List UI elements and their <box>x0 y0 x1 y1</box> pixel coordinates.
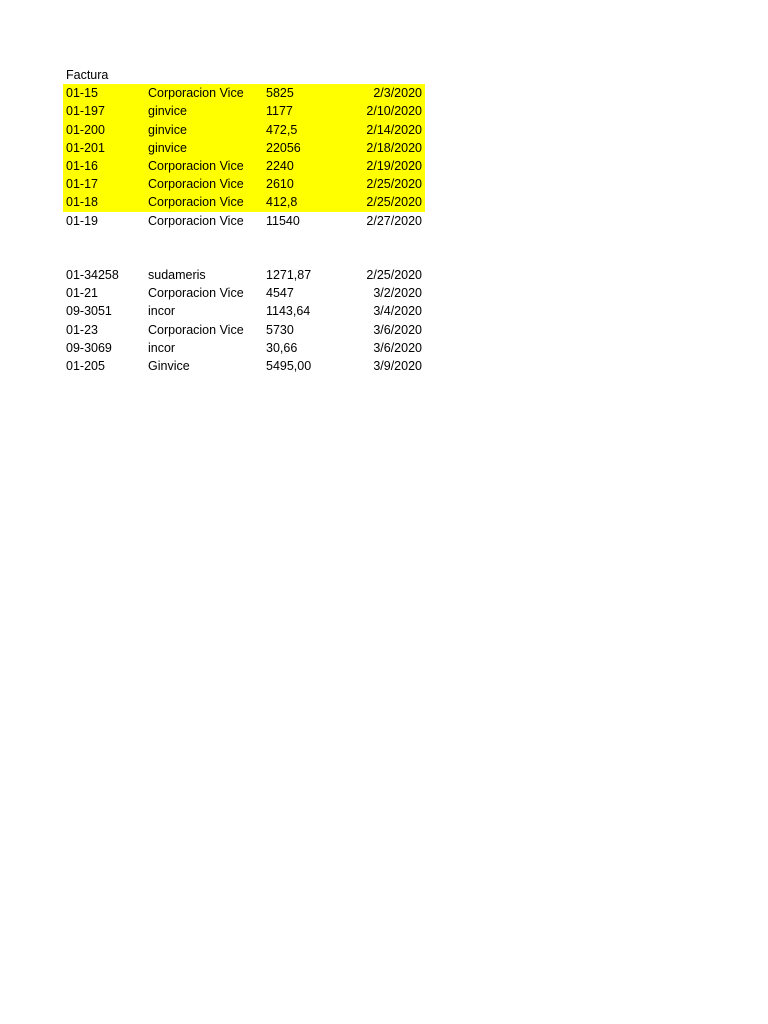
date-cell[interactable]: 2/3/2020 <box>373 86 422 101</box>
amount-cell[interactable]: 5495,00 <box>266 359 312 374</box>
amount-cell[interactable]: 1271,87 <box>266 268 312 283</box>
spreadsheet <box>63 66 425 375</box>
date-cell[interactable]: 2/18/2020 <box>366 140 422 155</box>
invoice-cell[interactable]: 01-34258 <box>66 268 119 283</box>
invoice-cell[interactable]: 01-23 <box>66 322 98 337</box>
invoice-cell[interactable]: 09-3051 <box>66 304 112 319</box>
invoice-cell[interactable]: 01-19 <box>66 213 98 228</box>
invoice-cell[interactable]: 01-200 <box>66 122 105 137</box>
empty-rows <box>63 230 425 266</box>
amount-cell[interactable]: 2610 <box>266 177 294 192</box>
amount-cell[interactable]: 2240 <box>266 158 294 173</box>
client-cell[interactable]: Corporacion Vice <box>148 286 244 301</box>
date-cell[interactable]: 2/25/2020 <box>366 177 422 192</box>
date-cell[interactable]: 3/4/2020 <box>373 304 422 319</box>
table-row <box>63 139 425 157</box>
client-cell[interactable]: Corporacion Vice <box>148 195 244 210</box>
amount-cell[interactable]: 412,8 <box>266 195 298 210</box>
client-cell[interactable]: sudameris <box>148 268 206 283</box>
client-cell[interactable]: Corporacion Vice <box>148 177 244 192</box>
client-cell[interactable]: ginvice <box>148 140 187 155</box>
amount-cell[interactable]: 5730 <box>266 322 294 337</box>
table-row <box>63 284 425 302</box>
client-cell[interactable]: Corporacion Vice <box>148 322 244 337</box>
date-cell[interactable]: 2/10/2020 <box>366 104 422 119</box>
client-cell[interactable]: Corporacion Vice <box>148 158 244 173</box>
client-cell[interactable]: Corporacion Vice <box>148 213 244 228</box>
table-row <box>63 193 425 211</box>
amount-cell[interactable]: 22056 <box>266 140 301 155</box>
table-row <box>63 302 425 320</box>
invoice-cell[interactable]: 01-197 <box>66 104 105 119</box>
header-factura[interactable]: Factura <box>66 68 109 82</box>
table-row <box>63 102 425 120</box>
date-cell[interactable]: 2/27/2020 <box>366 213 422 228</box>
date-cell[interactable]: 2/14/2020 <box>366 122 422 137</box>
amount-cell[interactable]: 5825 <box>266 86 294 101</box>
date-cell[interactable]: 2/19/2020 <box>366 158 422 173</box>
table-row <box>63 175 425 193</box>
table-row <box>63 157 425 175</box>
date-cell[interactable]: 3/6/2020 <box>373 322 422 337</box>
table-row <box>63 266 425 284</box>
table-row <box>63 121 425 139</box>
header-row <box>63 66 425 84</box>
client-cell[interactable]: incor <box>148 304 176 319</box>
amount-cell[interactable]: 4547 <box>266 286 294 301</box>
amount-cell[interactable]: 472,5 <box>266 122 298 137</box>
invoice-cell[interactable]: 01-21 <box>66 286 98 301</box>
amount-cell[interactable]: 1143,64 <box>266 304 311 319</box>
client-cell[interactable]: Ginvice <box>148 359 190 374</box>
table-row <box>63 339 425 357</box>
invoice-cell[interactable]: 01-205 <box>66 359 105 374</box>
invoice-cell[interactable]: 09-3069 <box>66 340 112 355</box>
client-cell[interactable]: ginvice <box>148 122 187 137</box>
date-cell[interactable]: 3/2/2020 <box>373 286 422 301</box>
table-row <box>63 321 425 339</box>
amount-cell[interactable]: 11540 <box>266 213 300 228</box>
invoice-cell[interactable]: 01-18 <box>66 195 98 210</box>
client-cell[interactable]: incor <box>148 340 176 355</box>
date-cell[interactable]: 2/25/2020 <box>366 195 422 210</box>
client-cell[interactable]: ginvice <box>148 104 187 119</box>
client-cell[interactable]: Corporacion Vice <box>148 86 244 101</box>
table-row <box>63 212 425 230</box>
invoice-cell[interactable]: 01-201 <box>66 140 105 155</box>
amount-cell[interactable]: 1177 <box>266 104 293 119</box>
table-row <box>63 357 425 375</box>
invoice-cell[interactable]: 01-15 <box>66 86 98 101</box>
amount-cell[interactable]: 30,66 <box>266 340 298 355</box>
date-cell[interactable]: 3/6/2020 <box>373 340 422 355</box>
date-cell[interactable]: 3/9/2020 <box>373 359 422 374</box>
table-row <box>63 84 425 102</box>
date-cell[interactable]: 2/25/2020 <box>366 268 422 283</box>
invoice-cell[interactable]: 01-17 <box>66 177 98 192</box>
invoice-cell[interactable]: 01-16 <box>66 158 98 173</box>
